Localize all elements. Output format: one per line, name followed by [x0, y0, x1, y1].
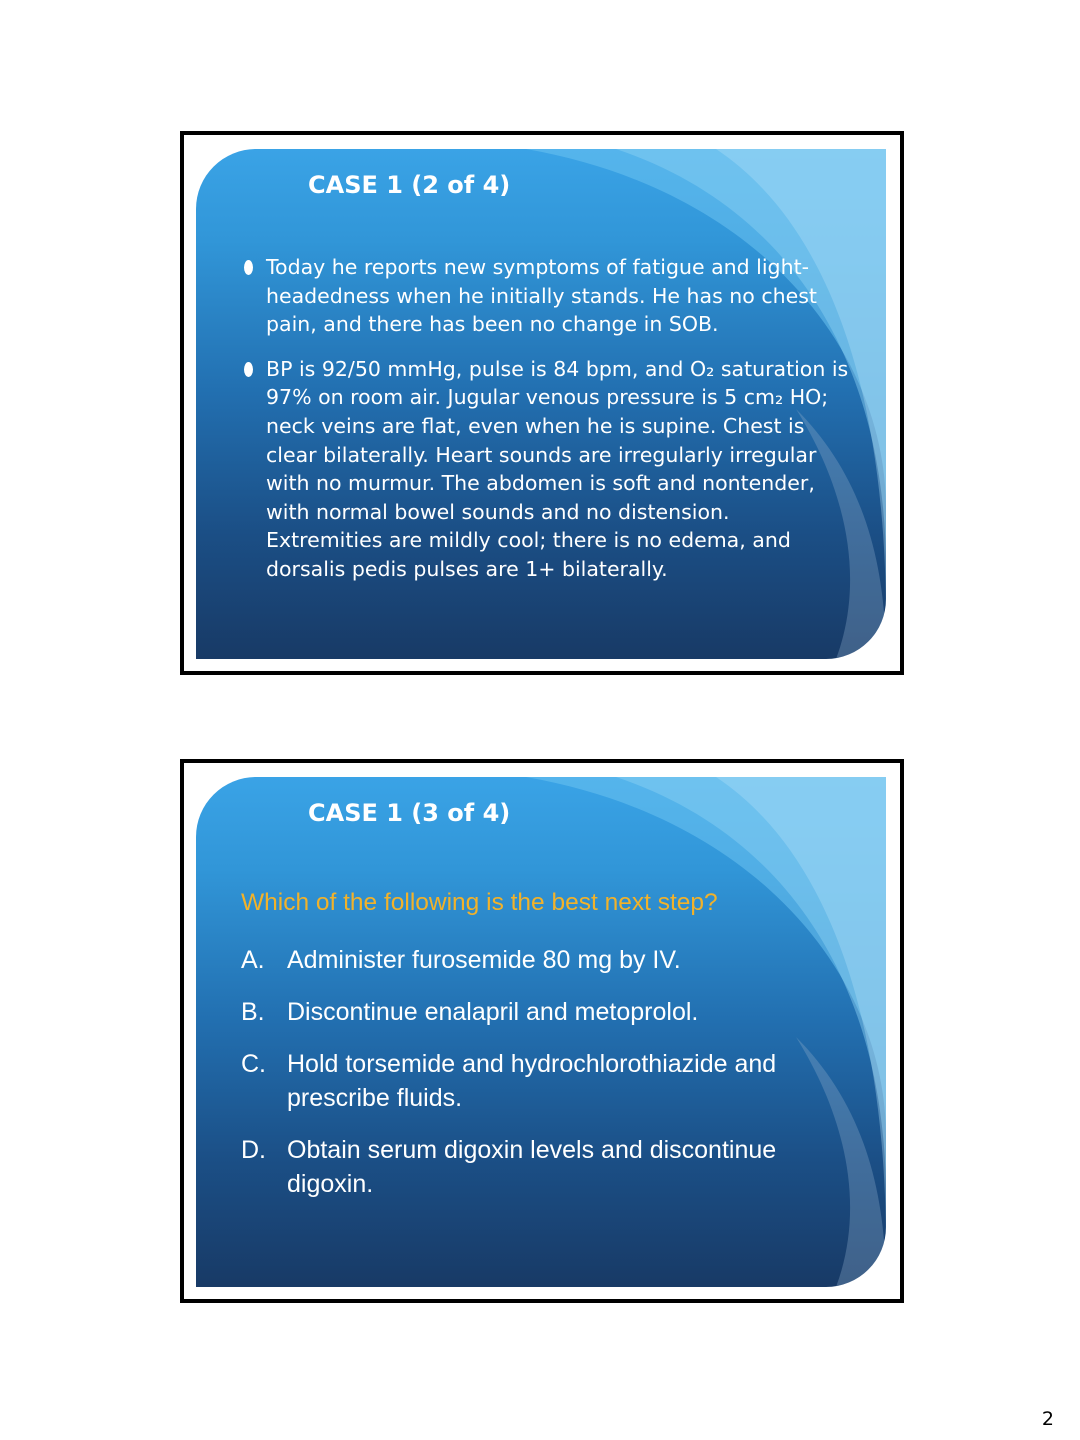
option-letter: D.: [241, 1136, 266, 1164]
question-text: Which of the following is the best next step?: [241, 889, 718, 916]
answer-option-b: [241, 995, 841, 1029]
slide-2: [196, 777, 886, 1287]
bullet-item: [240, 253, 850, 339]
slide-frame-1: [180, 131, 904, 675]
slide-title: CASE 1 (2 of 4): [308, 171, 511, 199]
slide-1: [196, 149, 886, 659]
bullet-list: [240, 253, 850, 600]
bullet-dot-icon: [244, 260, 253, 275]
bullet-text: Today he reports new symptoms of fatigue and light-headedness when he initially stands. He has no chest pain, and there has been no change in SOB.: [266, 255, 817, 337]
option-letter: A.: [241, 946, 265, 974]
slide-frame-2: [180, 759, 904, 1303]
bullet-dot-icon: [244, 362, 253, 377]
option-text: Discontinue enalapril and metoprolol.: [287, 998, 699, 1026]
slide-title: CASE 1 (3 of 4): [308, 799, 511, 827]
option-text: Administer furosemide 80 mg by IV.: [287, 946, 681, 974]
bullet-item: [240, 355, 850, 584]
answer-option-c: [241, 1047, 841, 1115]
option-text: Obtain serum digoxin levels and discontinue digoxin.: [287, 1136, 777, 1198]
page-number: 2: [1041, 1408, 1054, 1430]
answer-option-a: [241, 943, 841, 977]
bullet-text: BP is 92/50 mmHg, pulse is 84 bpm, and O₂ saturation is 97% on room air. Jugular venous pressure is 5 cm₂ HO; neck veins are flat, even when he is supine. Chest is clear bilaterally. Heart sounds are irregularly irregular with no murmur. The abdomen is soft and nontender, with normal bowel sounds and no distension. Extremities are mildly cool; there is no edema, and dorsalis pedis pulses are 1+ bilaterally.: [266, 356, 849, 581]
answer-option-d: [241, 1133, 841, 1201]
option-letter: C.: [241, 1050, 266, 1078]
option-text: Hold torsemide and hydrochlorothiazide and prescribe fluids.: [287, 1050, 777, 1112]
option-letter: B.: [241, 998, 265, 1026]
answer-options: [241, 943, 841, 1219]
